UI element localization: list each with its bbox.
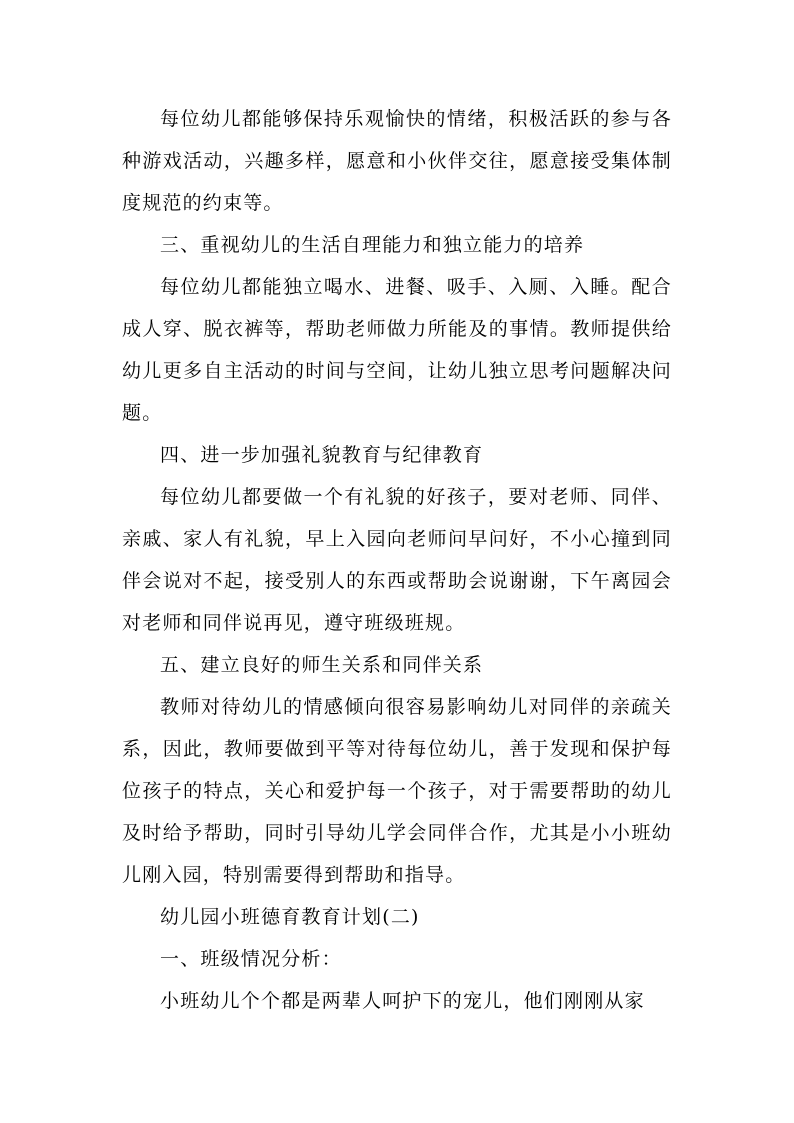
heading-relationships: 五、建立良好的师生关系和同伴关系 — [160, 654, 484, 676]
paragraph-self-care: 每位幼儿都能独立喝水、进餐、吸手、入厕、入睡。配合成人穿、脱衣裤等，帮助老师做力所能及的事情。教师提供给幼儿更多自主活动的时间与空间，让幼儿独立思考问题解决问题。 — [122, 276, 672, 424]
paragraph-etiquette: 每位幼儿都要做一个有礼貌的好孩子，要对老师、同伴、亲戚、家人有礼貌，早上入园向老师问早问好，不小心撞到同伴会说对不起，接受别人的东西或帮助会说谢谢，下午离园会对老师和同伴说再见，遵守班级班规。 — [122, 486, 672, 634]
paragraph-emotion: 每位幼儿都能够保持乐观愉快的情绪，积极活跃的参与各种游戏活动，兴趣多样，愿意和小伙伴交往，愿意接受集体制度规范的约束等。 — [122, 108, 672, 214]
heading-self-care: 三、重视幼儿的生活自理能力和独立能力的培养 — [160, 234, 585, 256]
paragraph-relationships: 教师对待幼儿的情感倾向很容易影响幼儿对同伴的亲疏关系，因此，教师要做到平等对待每位幼儿，善于发现和保护每位孩子的特点，关心和爱护每一个孩子，对于需要帮助的幼儿及时给予帮助，同时引导幼儿学会同伴合作，尤其是小小班幼儿刚入园，特别需要得到帮助和指导。 — [122, 696, 672, 886]
heading-etiquette: 四、进一步加强礼貌教育与纪律教育 — [160, 444, 484, 466]
paragraph-class-analysis: 小班幼儿个个都是两辈人呵护下的宠儿，他们刚刚从家 — [160, 990, 645, 1012]
document-body — [122, 98, 672, 1022]
heading-class-analysis: 一、班级情况分析： — [160, 948, 342, 970]
section-title-plan-two: 幼儿园小班德育教育计划(二) — [160, 906, 420, 928]
